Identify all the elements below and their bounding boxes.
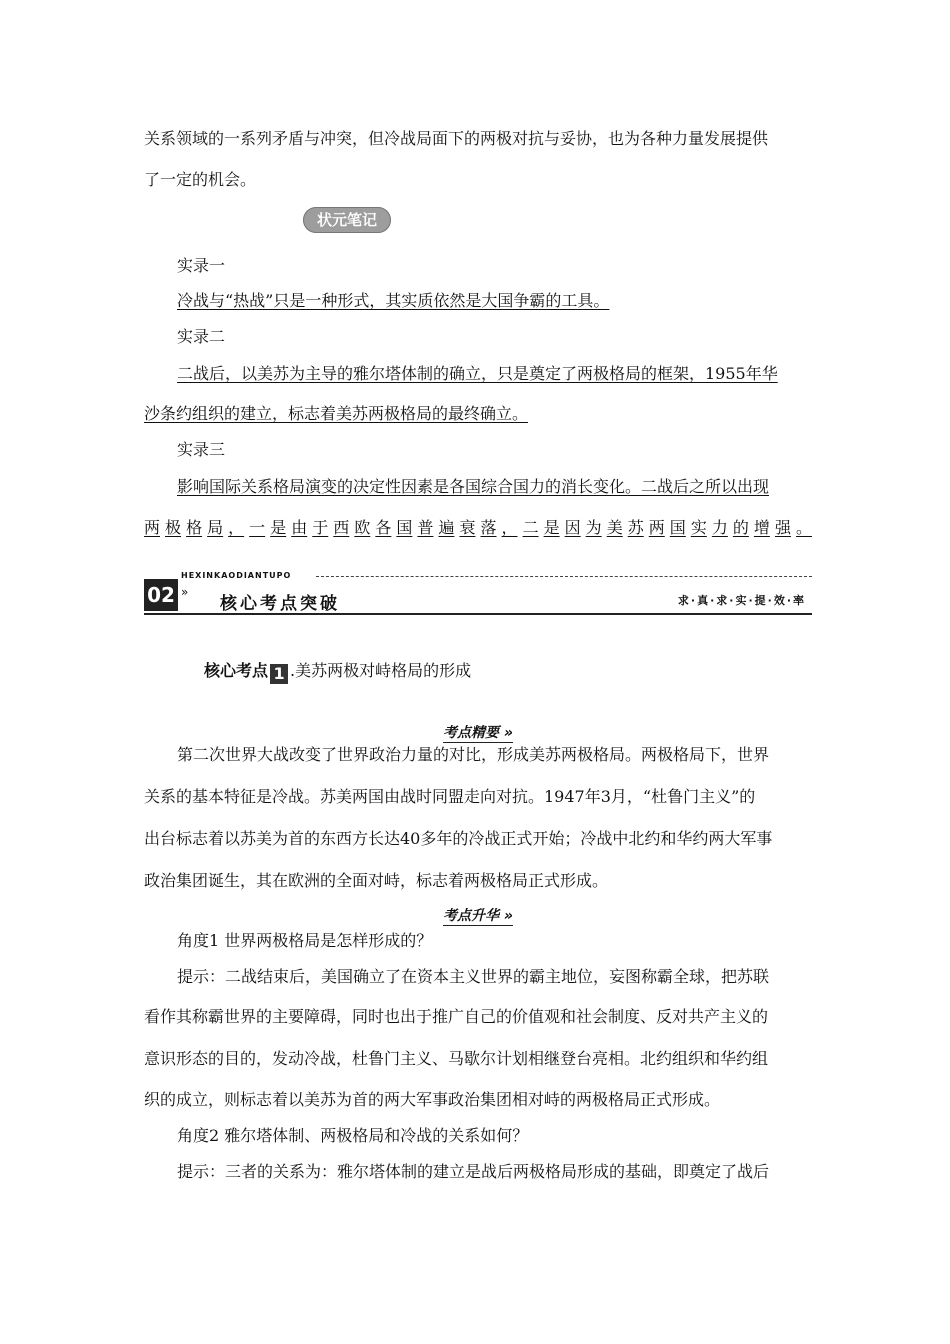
record-3-line-2-char: 局: [207, 518, 224, 537]
double-chevron-icon: »: [181, 585, 189, 599]
angle-1-question: 角度1 世界两极格局是怎样形成的？: [177, 931, 433, 950]
intro-line-2: 了一定的机会。: [144, 170, 257, 189]
angle-2-question: 角度2 雅尔塔体制、两极格局和冷战的关系如何？: [177, 1126, 529, 1145]
record-3-line-2: [144, 518, 812, 538]
record-3-line-2-char: 强: [774, 518, 791, 537]
record-3-line-2-char: 为: [585, 518, 602, 537]
record-3-title: 实录三: [177, 440, 226, 459]
essentials-line-2: 关系的基本特征是冷战。苏美两国由战时同盟走向对抗。1947年3月，“杜鲁门主义”的: [144, 787, 756, 806]
record-3-line-2-char: 各: [375, 518, 392, 537]
angle-1-line-3: 意识形态的目的，发动冷战，杜鲁门主义、马歇尔计划相继登台亮相。北约组织和华约组: [144, 1049, 769, 1068]
record-2-title: 实录二: [177, 327, 226, 346]
record-3-line-2-char: 力: [711, 518, 728, 537]
record-3-line-2-char: 格: [186, 518, 203, 537]
record-3-line-2-char: 落: [480, 518, 497, 537]
record-3-line-2-char: 于: [312, 518, 329, 537]
key-point-heading: [204, 658, 471, 684]
angle-2-line-1: 提示：三者的关系为：雅尔塔体制的建立是战后两极格局形成的基础，即奠定了战后: [177, 1162, 770, 1181]
record-3-line-2-char: 西: [333, 518, 350, 537]
record-3-line-2-char: 国: [396, 518, 413, 537]
record-3-line-2-char: 苏: [627, 518, 644, 537]
key-point-label: 核心考点: [204, 661, 269, 680]
record-3-line-2-char: ，: [501, 518, 518, 537]
record-3-line-2-char: 极: [165, 518, 182, 537]
record-3-line-2-char: 两: [648, 518, 665, 537]
essentials-line-3: 出台标志着以苏美为首的东西方长达40多年的冷战正式开始；冷战中北约和华约两大军事: [144, 829, 773, 848]
angle-1-line-1: 提示：二战结束后，美国确立了在资本主义世界的霸主地位，妄图称霸全球，把苏联: [177, 967, 770, 986]
notes-badge: 状元笔记: [303, 207, 391, 233]
record-3-line-2-char: 由: [291, 518, 308, 537]
essentials-heading: 考点精要 »: [443, 725, 513, 741]
essentials-line-4: 政治集团诞生，其在欧洲的全面对峙，标志着两极格局正式形成。: [144, 871, 609, 890]
record-1-title: 实录一: [177, 256, 226, 275]
record-2-line-1: 二战后，以美苏为主导的雅尔塔体制的确立，只是奠定了两极格局的框架，1955年华: [177, 364, 778, 383]
record-3-line-2-char: 实: [690, 518, 707, 537]
record-3-line-2-char: 一: [249, 518, 266, 537]
banner-motto: 求·真·求·实·提·效·率: [677, 594, 806, 607]
record-3-line-2-char: 衰: [459, 518, 476, 537]
record-3-line-1: 影响国际关系格局演变的决定性因素是各国综合国力的消长变化。二战后之所以出现: [177, 477, 770, 496]
record-3-line-2-char: 遍: [438, 518, 455, 537]
upgrade-heading: 考点升华 »: [443, 908, 513, 924]
record-3-line-2-char: 两: [144, 518, 161, 537]
section-banner: [144, 571, 812, 615]
banner-number: 02: [144, 579, 178, 611]
record-1-text: 冷战与“热战”只是一种形式，其实质依然是大国争霸的工具。: [177, 291, 610, 310]
record-3-line-2-char: 。: [795, 518, 812, 537]
essentials-line-1: 第二次世界大战改变了世界政治力量的对比，形成美苏两极格局。两极格局下，世界: [177, 745, 770, 764]
angle-1-line-2: 看作其称霸世界的主要障碍，同时也出于推广自己的价值观和社会制度、反对共产主义的: [144, 1007, 769, 1026]
record-3-line-2-char: ，: [228, 518, 245, 537]
record-3-line-2-char: 普: [417, 518, 434, 537]
angle-1-line-4: 织的成立，则标志着以美苏为首的两大军事政治集团相对峙的两极格局正式形成。: [144, 1090, 721, 1109]
intro-line-1: 关系领域的一系列矛盾与冲突，但冷战局面下的两极对抗与妥协，也为各种力量发展提供: [144, 129, 769, 148]
record-3-line-2-char: 欧: [354, 518, 371, 537]
record-3-line-2-char: 因: [564, 518, 581, 537]
record-3-line-2-char: 美: [606, 518, 623, 537]
banner-dashed-rule: [316, 576, 812, 577]
banner-pinyin: HEXINKAODIANTUPO: [181, 571, 292, 580]
record-3-line-2-char: 国: [669, 518, 686, 537]
key-point-number: 1: [270, 664, 288, 684]
record-2-line-2: 沙条约组织的建立，标志着美苏两极格局的最终确立。: [144, 404, 529, 423]
key-point-title: .美苏两极对峙格局的形成: [290, 661, 472, 680]
record-3-line-2-char: 的: [732, 518, 749, 537]
record-3-line-2-char: 是: [543, 518, 560, 537]
banner-rule: [144, 613, 812, 615]
record-3-line-2-char: 二: [522, 518, 539, 537]
record-3-line-2-char: 增: [753, 518, 770, 537]
banner-title: 核心考点突破: [220, 594, 340, 614]
record-3-line-2-char: 是: [270, 518, 287, 537]
